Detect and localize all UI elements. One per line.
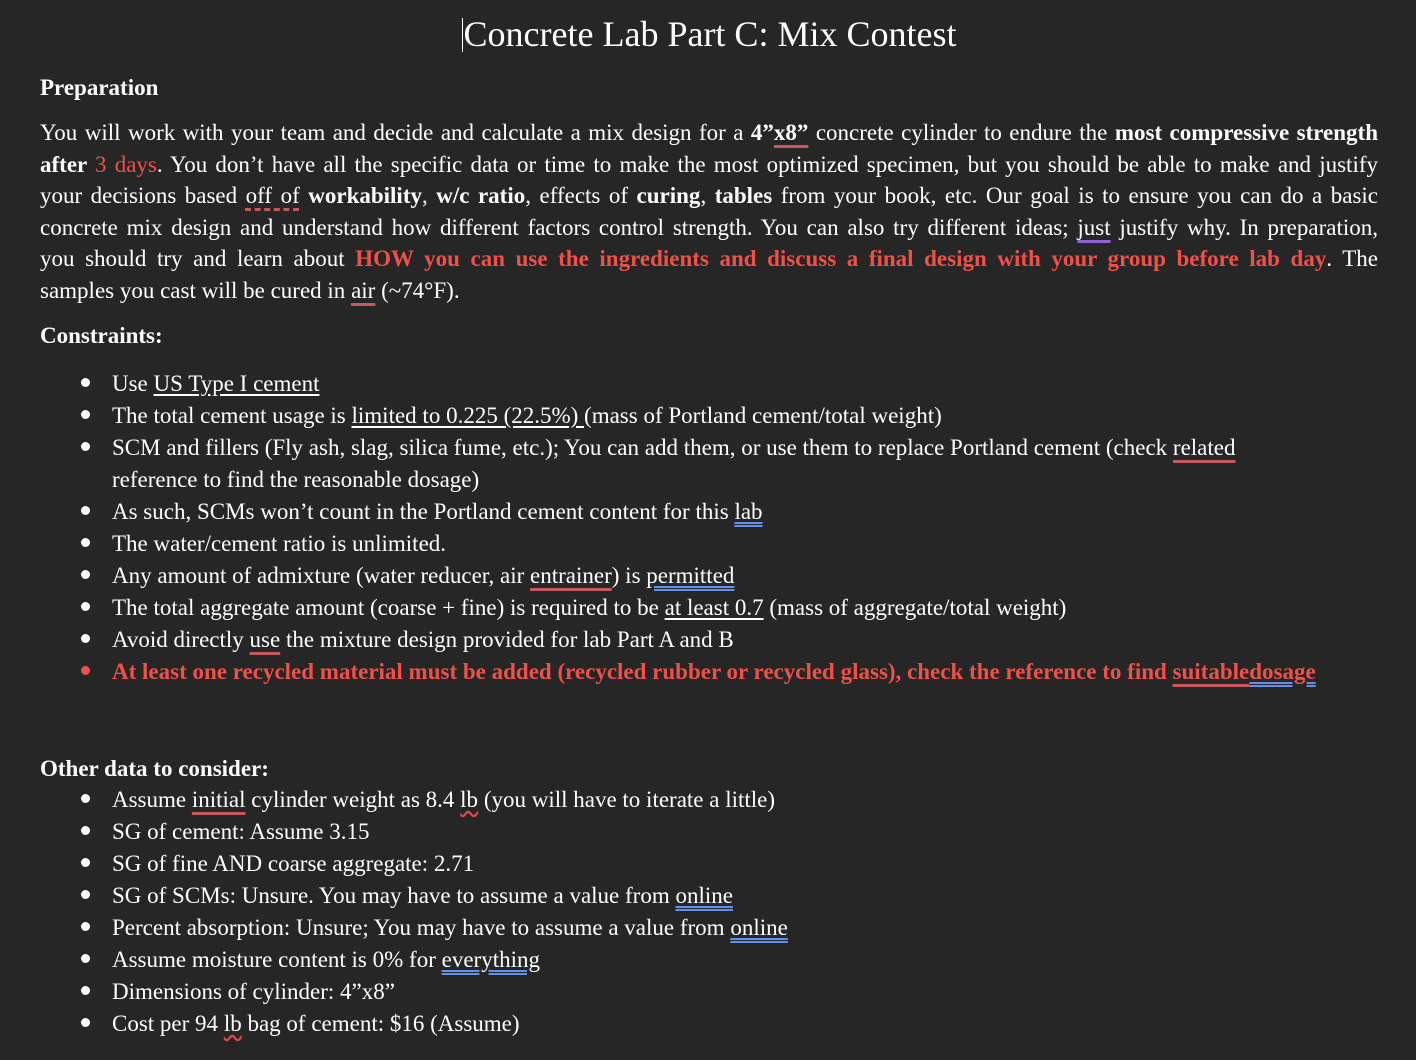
bullet-icon <box>80 816 90 848</box>
spelling-flag-air[interactable]: air <box>351 277 376 303</box>
grammar-flag-online[interactable]: online <box>675 883 733 908</box>
other-data-list <box>40 784 788 1040</box>
text-run: , effects of <box>525 183 637 208</box>
paragraph-line <box>40 180 1378 212</box>
text-run: , <box>421 183 437 208</box>
preparation-paragraph <box>40 117 1378 306</box>
list-item <box>40 528 1316 560</box>
list-item <box>40 432 1316 496</box>
spelling-flag-use[interactable]: use <box>249 627 281 652</box>
spelling-flag-lb[interactable]: lb <box>223 1011 242 1036</box>
bullet-icon <box>80 496 90 528</box>
list-item <box>40 848 788 880</box>
document-page[interactable] <box>40 0 1378 1060</box>
style-flag-just[interactable]: just <box>1077 214 1111 240</box>
text-run: As such, SCMs won’t count in the Portland cement content for this <box>112 499 735 524</box>
after-bold: after <box>40 151 96 177</box>
list-item <box>40 496 1316 528</box>
text-run: you should try and learn about <box>40 246 356 271</box>
text-run: ) is <box>611 563 647 588</box>
strength-goal-bold: most compressive strength <box>1114 120 1378 145</box>
paragraph-line <box>40 149 1378 181</box>
text-run: your decisions based <box>40 183 246 208</box>
paragraph-line <box>40 117 1378 149</box>
list-item <box>40 656 1316 688</box>
bullet-icon <box>80 592 90 624</box>
text-run: Assume <box>112 787 192 812</box>
curing-bold: curing <box>636 183 701 208</box>
text-run: Any amount of admixture (water reducer, air <box>112 563 531 588</box>
cylinder-size-spelling-flag[interactable]: x8” <box>773 120 809 145</box>
bullet-icon <box>80 656 90 688</box>
text-run: You will work with your team and decide and calculate a mix design for a <box>40 120 751 145</box>
text-run: concrete cylinder to endure the <box>808 120 1115 145</box>
spelling-flag-related[interactable]: related <box>1172 435 1236 460</box>
bullet-icon <box>80 624 90 656</box>
text-run: The total aggregate amount (coarse + fine) is required to be <box>112 595 665 620</box>
spelling-flag-lb[interactable]: lb <box>460 787 479 812</box>
preparation-heading: Preparation <box>40 75 159 100</box>
text-run: from your book, etc. Our goal is to ensure you can do a basic <box>772 183 1379 208</box>
days-highlight: 3 days <box>95 151 157 177</box>
wc-ratio-bold: w/c ratio <box>436 183 526 208</box>
spelling-flag-entrainer[interactable]: entrainer <box>530 563 612 588</box>
list-item <box>40 912 788 944</box>
underlined-text: limited to 0.225 (22.5%) <box>351 403 585 428</box>
list-item <box>40 1008 788 1040</box>
text-run: cylinder weight as 8.4 <box>245 787 461 812</box>
text-run: , <box>700 183 715 208</box>
bullet-icon <box>80 784 90 816</box>
text-run: The water/cement ratio is unlimited. <box>112 531 447 556</box>
bullet-icon <box>80 528 90 560</box>
bullet-icon <box>80 432 90 464</box>
document-title[interactable] <box>40 12 1378 56</box>
text-run: At least one recycled material must be added (recycled rubber or recycled glass), check the reference to find <box>112 659 1173 684</box>
grammar-flag-lab[interactable]: lab <box>734 499 763 524</box>
learn-emphasis-red: HOW you can use the ingredients and discuss a final design with your group before lab day <box>355 246 1327 271</box>
text-run: Percent absorption: Unsure; You may have to assume a value from <box>112 915 731 940</box>
text-run: Use <box>112 371 154 396</box>
text-run: concrete mix design and understand how different factors control strength. You can also try different ideas; <box>40 214 1078 240</box>
text-run: Avoid directly <box>112 627 250 652</box>
list-item <box>40 624 1316 656</box>
bullet-icon <box>80 560 90 592</box>
underlined-text: US Type I <box>153 371 254 396</box>
other-data-heading: Other data to consider: <box>40 756 269 781</box>
underlined-text: at least 0.7 <box>664 595 764 620</box>
underlined-text: cement <box>253 371 320 396</box>
bullet-icon <box>80 880 90 912</box>
text-run: the mixture design provided for lab Part A and B <box>280 627 734 652</box>
bullet-icon <box>80 848 90 880</box>
text-run: (~74°F). <box>375 277 460 303</box>
grammar-flag-online[interactable]: online <box>730 915 788 940</box>
text-run: . The <box>1326 246 1379 271</box>
bullet-icon <box>80 944 90 976</box>
constraints-heading: Constraints: <box>40 323 163 348</box>
text-run: (mass of aggregate/total weight) <box>763 595 1067 620</box>
grammar-flag-everything[interactable]: everything <box>441 947 540 972</box>
bullet-icon <box>80 400 90 432</box>
text-run: The total cement usage is <box>112 403 352 428</box>
text-run: reference to find the reasonable dosage) <box>112 467 480 492</box>
list-item <box>40 784 788 816</box>
paragraph-line <box>40 212 1378 244</box>
text-run: . You don’t have all the specific data or time to make the most optimized specimen, but you should be able to make and justify <box>156 151 1378 177</box>
text-run: bag of cement: $16 (Assume) <box>241 1011 520 1036</box>
document-title-text: Concrete Lab Part C: Mix Contest <box>463 14 957 54</box>
text-run: Dimensions of cylinder: 4”x8” <box>112 979 395 1004</box>
paragraph-line <box>40 243 1378 275</box>
text-run: (you will have to iterate a little) <box>478 787 776 812</box>
bullet-icon <box>80 976 90 1008</box>
bullet-icon <box>80 1008 90 1040</box>
spelling-flag-suitable[interactable]: suitable <box>1172 659 1250 684</box>
list-item <box>40 976 788 1008</box>
bullet-icon <box>80 368 90 400</box>
list-item <box>40 816 788 848</box>
grammar-flag-off-of[interactable]: off of <box>245 183 300 208</box>
text-run: SG of SCMs: Unsure. You may have to assume a value from <box>112 883 676 908</box>
cylinder-size-bold: 4” <box>750 120 774 145</box>
grammar-flag-permitted[interactable]: permitted <box>646 563 735 588</box>
text-run: SCM and fillers (Fly ash, slag, silica fume, etc.); You can add them, or use them to replace Portland cement (check <box>112 435 1173 460</box>
text-run: Cost per 94 <box>112 1011 224 1036</box>
constraints-list <box>40 368 1316 688</box>
text-cursor <box>462 18 463 52</box>
text-run: justify why. In preparation, <box>1110 214 1378 240</box>
bullet-icon <box>80 912 90 944</box>
text-run <box>300 183 309 208</box>
text-run: SG of cement: Assume 3.15 <box>112 819 370 844</box>
list-item <box>40 368 1316 400</box>
text-run: SG of fine AND coarse aggregate: 2.71 <box>112 851 475 876</box>
list-item <box>40 400 1316 432</box>
list-item <box>40 592 1316 624</box>
text-run: Assume moisture content is 0% for <box>112 947 442 972</box>
tables-bold: tables <box>714 183 773 208</box>
workability-bold: workability <box>308 183 422 208</box>
list-item <box>40 944 788 976</box>
grammar-flag-dosage[interactable]: dosage <box>1249 659 1316 684</box>
paragraph-line <box>40 275 1378 307</box>
text-run: samples you cast will be cured in <box>40 277 352 303</box>
text-run: (mass of Portland cement/total weight) <box>584 403 942 428</box>
spelling-flag-initial[interactable]: initial <box>191 787 246 812</box>
list-item <box>40 880 788 912</box>
list-item <box>40 560 1316 592</box>
